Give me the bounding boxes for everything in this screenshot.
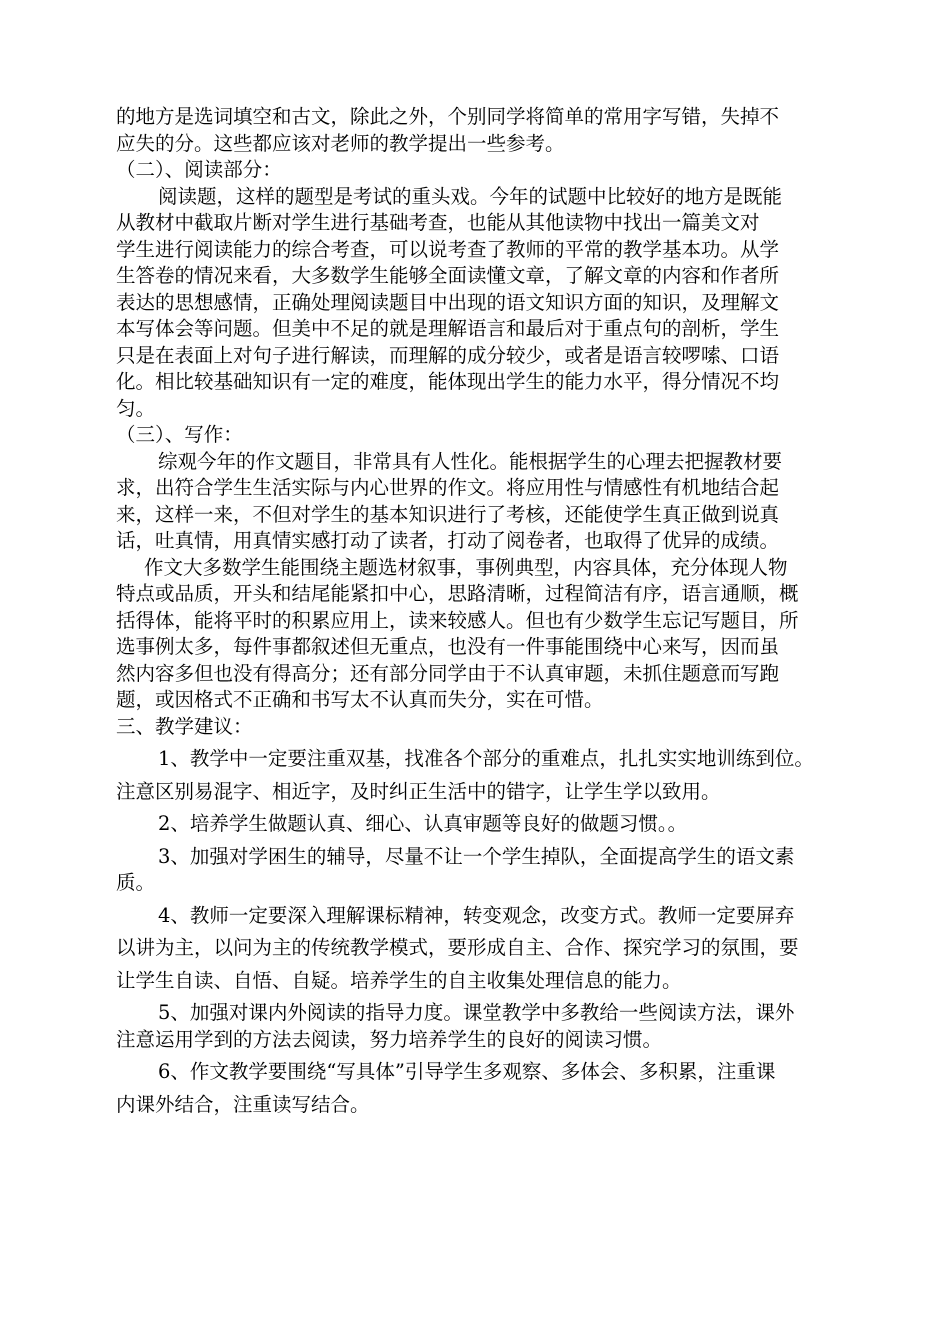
text-line: 综观今年的作文题目，非常具有人性化。能根据学生的心理去把握教材要 — [158, 449, 783, 473]
text-line: 本写体会等问题。但美中不足的就是理解语言和最后对于重点句的剖析，学生 — [116, 317, 780, 340]
text-line: 生答卷的情况来看，大多数学生能够全面读懂文章，了解文章的内容和作者所 — [116, 264, 780, 287]
text-line: 以讲为主，以问为主的传统教学模式，要形成自主、合作、探究学习的氛围，要 — [116, 936, 799, 959]
suggestion-item: 4、教师一定要深入理解课标精神，转变观念，改变方式。教师一定要屏弃 — [158, 903, 795, 927]
section-heading-writing: （三）、写作： — [116, 423, 243, 446]
text-line: 只是在表面上对句子进行解读，而理解的成分较少，或者是语言较啰嗦、口语 — [116, 343, 780, 367]
text-line: 注意运用学到的方法去阅读，努力培养学生的良好的阅读习惯。 — [116, 1027, 663, 1051]
text-line: 选事例太多，每件事都叙述但无重点，也没有一件事能围绕中心来写，因而虽 — [116, 635, 780, 658]
text-line: 从教材中截取片断对学生进行基础考查，也能从其他读物中找出一篇美文对 — [116, 211, 760, 234]
text-line: 的地方是选词填空和古文，除此之外，个别同学将简单的常用字写错，失掉不 — [116, 105, 780, 128]
text-line: 作文大多数学生能围绕主题选材叙事，事例典型，内容具体，充分体现人物 — [144, 555, 788, 579]
text-line: 来，这样一来，不但对学生的基本知识进行了考核，还能使学生真正做到说真 — [116, 502, 780, 526]
text-line: 题，或因格式不正确和书写太不认真而失分，实在可惜。 — [116, 688, 604, 711]
text-line: 括得体，能将平时的积累应用上，读来较感人。但也有少数学生忘记写题目，所 — [116, 608, 799, 632]
suggestion-item: 5、加强对课内外阅读的指导力度。课堂教学中多教给一些阅读方法，课外 — [158, 1001, 795, 1024]
document-body — [116, 104, 868, 1118]
text-line: 质。 — [116, 871, 156, 894]
text-line: 阅读题，这样的题型是考试的重头戏。今年的试题中比较好的地方是既能 — [158, 184, 783, 208]
text-line: 内课外结合，注重读写结合。 — [116, 1092, 370, 1116]
text-line: 学生进行阅读能力的综合考查，可以说考查了教师的平常的教学基本功。从学 — [116, 237, 780, 261]
text-line: 让学生自读、自悟、自疑。培养学生的自主收集处理信息的能力。 — [116, 968, 682, 992]
suggestion-item: 2、培养学生做题认真、细心、认真审题等良好的做题习惯。。 — [158, 812, 688, 835]
text-line: 匀。 — [116, 396, 156, 420]
text-line: 表达的思想感情，正确处理阅读题目中出现的语文知识方面的知识，及理解文 — [116, 290, 780, 314]
section-heading-suggestions: 三、教学建议： — [116, 714, 253, 738]
text-line: 应失的分。这些都应该对老师的教学提出一些参考。 — [116, 131, 565, 155]
suggestion-item: 3、加强对学困生的辅导，尽量不让一个学生掉队，全面提高学生的语文素 — [158, 844, 795, 868]
suggestion-item: 1、教学中一定要注重双基，找准各个部分的重难点，扎扎实实地训练到位。 — [158, 747, 814, 770]
text-line: 特点或品质，开头和结尾能紧扣中心，思路清晰，过程简洁有序，语言通顺，概 — [116, 582, 799, 605]
suggestion-item: 6、作文教学要围绕“写具体”引导学生多观察、多体会、多积累，注重课 — [158, 1060, 776, 1083]
text-line: 注意区别易混字、相近字，及时纠正生活中的错字，让学生学以致用。 — [116, 779, 721, 803]
section-heading-reading: （二）、阅读部分： — [116, 158, 282, 181]
text-line: 话，吐真情，用真情实感打动了读者，打动了阅卷者，也取得了优异的成绩。 — [116, 529, 780, 552]
text-line: 求，出符合学生生活实际与内心世界的作文。将应用性与情感性有机地结合起 — [116, 476, 780, 499]
text-line: 化。相比较基础知识有一定的难度，能体现出学生的能力水平，得分情况不均 — [116, 370, 780, 393]
text-line: 然内容多但也没有得高分；还有部分同学由于不认真审题，未抓住题意而写跑 — [116, 661, 780, 685]
